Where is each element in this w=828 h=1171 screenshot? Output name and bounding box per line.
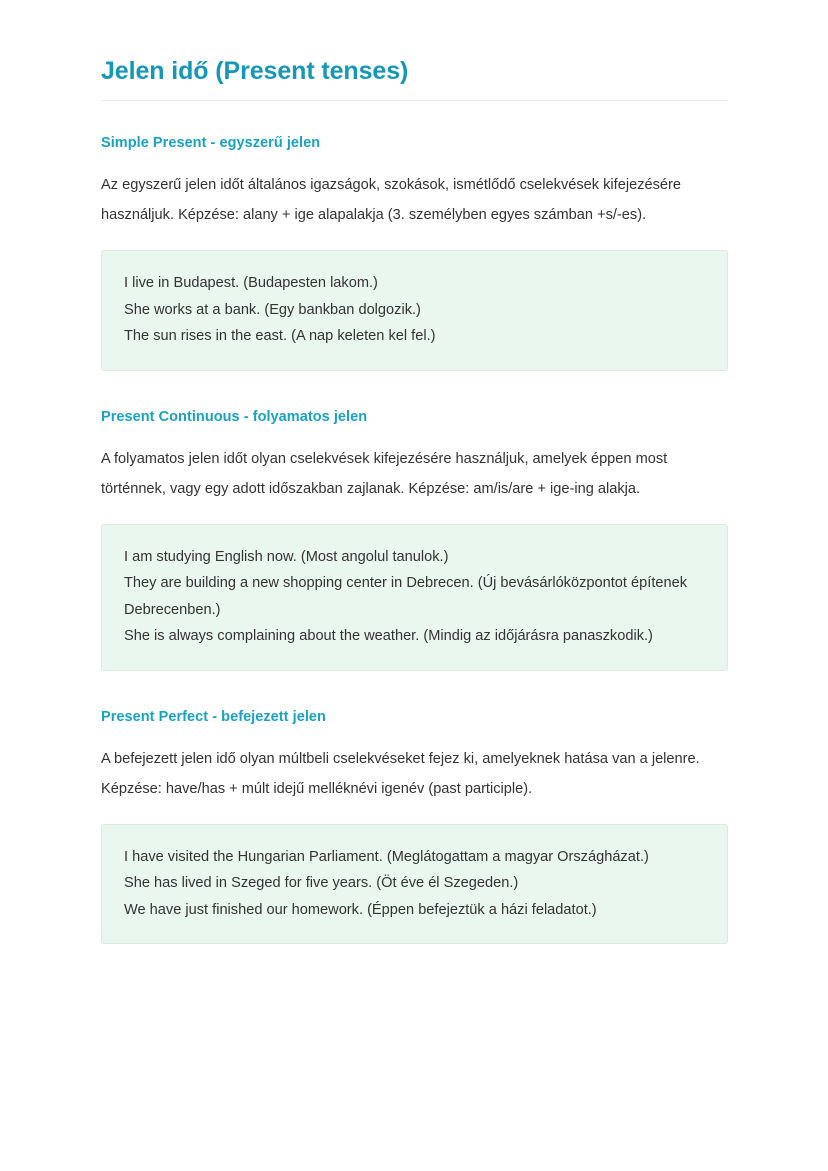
title-divider: [101, 100, 728, 101]
section-present-continuous: [101, 409, 728, 671]
section-heading: Simple Present - egyszerű jelen: [101, 135, 321, 152]
section-body-text: Az egyszerű jelen időt általános igazságok, szokások, ismétlődő cselekvések kifejezésére használjuk. Képzése: alany + ige alapalakja (3. személyben egyes számban +s/-es).: [101, 177, 681, 224]
section-present-perfect: [101, 709, 728, 945]
section-spacer: [101, 697, 728, 709]
section-spacer: [101, 397, 728, 409]
example-line: She is always complaining about the weather. (Mindig az időjárásra panaszkodik.): [124, 628, 653, 645]
example-line: The sun rises in the east. (A nap keleten kel fel.): [124, 328, 436, 345]
section-simple-present: [101, 135, 728, 371]
section-body-text: A folyamatos jelen időt olyan cselekvések kifejezésére használjuk, amelyek éppen most történnek, vagy egy adott időszakban zajlanak. Képzése: am/is/are + ige-ing alakja.: [101, 450, 668, 497]
example-line: We have just finished our homework. (Éppen befejeztük a házi feladatot.): [124, 901, 597, 918]
section-heading: Present Continuous - folyamatos jelen: [101, 408, 368, 425]
section-body-text: A befejezett jelen idő olyan múltbeli cselekvéseket fejez ki, amelyeknek hatása van a jelenre. Képzése: have/has + múlt idejű melléknévi igenév (past participle).: [101, 750, 700, 797]
example-line: I am studying English now. (Most angolul tanulok.): [124, 548, 449, 565]
example-line: They are building a new shopping center in Debrecen. (Új bevásárlóközpontot építenek Debrecenben.): [124, 575, 688, 618]
example-line: I have visited the Hungarian Parliament. (Meglátogattam a magyar Országházat.): [124, 848, 649, 865]
example-line: I live in Budapest. (Budapesten lakom.): [124, 275, 378, 292]
example-box: [101, 250, 728, 371]
section-heading: Present Perfect - befejezett jelen: [101, 708, 326, 725]
example-line: She has lived in Szeged for five years. (Öt éve él Szegeden.): [124, 875, 519, 892]
example-line: She works at a bank. (Egy bankban dolgozik.): [124, 301, 421, 318]
example-box: [101, 824, 728, 945]
page-title: Jelen idő (Present tenses): [101, 57, 409, 85]
example-box: [101, 524, 728, 671]
